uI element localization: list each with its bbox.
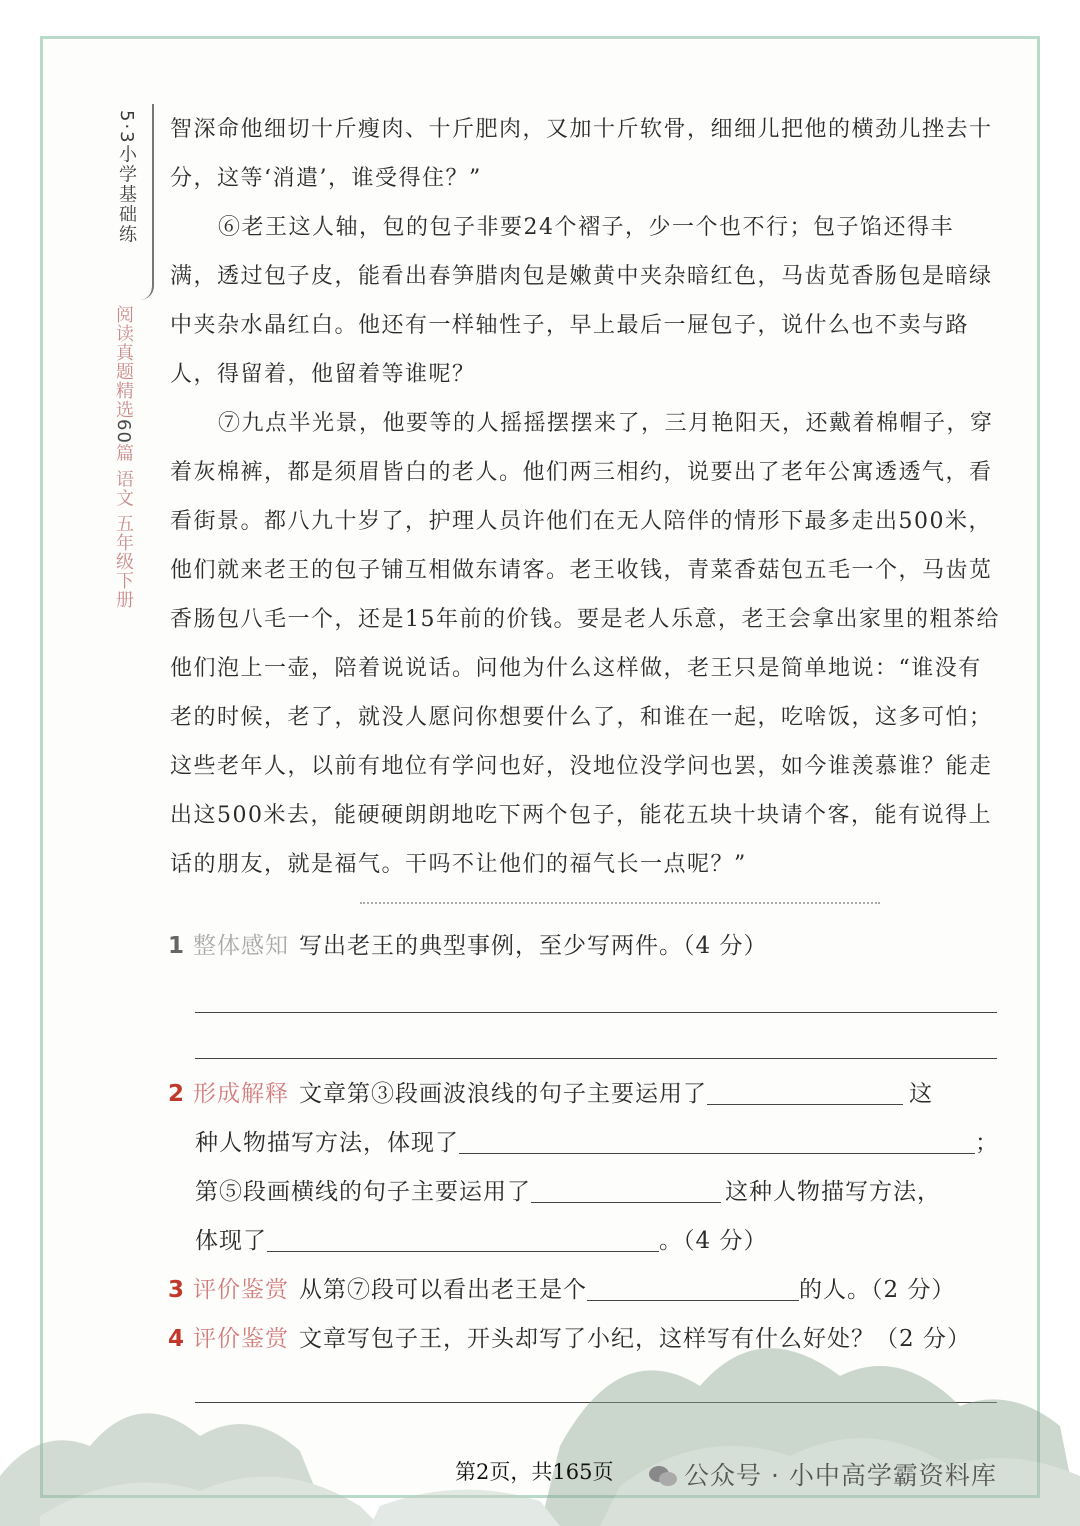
- paragraph-7: ⑦九点半光景，他要等的人摇摇摆摆来了，三月艳阳天，还戴着棉帽子，穿着灰棉裤，都是须眉皆白的老人。他们两三相约，说要出了老年公寓透透气，看看街景。都八九十岁了，护理人员许他们在无人陪伴的情形下最多走出500米，他们就来老王的包子铺互相做东请客。老王收钱，青菜香菇包五毛一个，马齿苋香肠包八毛一个，还是15年前的价钱。要是老人乐意，老王会拿出家里的粗茶给他们泡上一壶，陪着说说话。问他为什么这样做，老王只是简单地说：“谁没有老的时候，老了，就没人愿问你想要什么了，和谁在一起，吃啥饭，这多可怕；这些老年人，以前有地位有学问也好，没地位没学问也罢，如今谁羡慕谁？能走出这500米去，能硬硬朗朗地吃下两个包子，能花五块十块请个客，能有说得上话的朋友，就是福气。干吗不让他们的福气长一点呢？”: [170, 411, 1000, 877]
- question-2-line-2: 种人物描写方法，体现了 ；: [195, 1119, 999, 1168]
- sidebar-divider: [138, 104, 154, 300]
- question-3: 3 评价鉴赏 从第⑦段可以看出老王是个 的人。（2 分）: [168, 1266, 955, 1315]
- reading-passage: [170, 105, 1000, 889]
- paragraph-5-end: 智深命他细切十斤瘦肉、十斤肥肉，又加十斤软骨，细细儿把他的横劲儿挫去十分，这等‘消遣’，谁受得住？”: [170, 117, 993, 191]
- answer-blank[interactable]: [459, 1125, 975, 1154]
- answer-blank[interactable]: [267, 1223, 659, 1252]
- paragraph-6: ⑥老王这人轴，包的包子非要24个褶子，少一个也不行；包子馅还得丰满，透过包子皮，能看出春笋腊肉包是嫩黄中夹杂暗红色，马齿苋香肠包是暗绿中夹杂水晶红白。他还有一样轴性子，早上最后一屉包子，说什么也不卖与路人，得留着，他留着等谁呢？: [170, 215, 993, 387]
- question-4: 4 评价鉴赏 文章写包子王，开头却写了小纪，这样写有什么好处？（2 分）: [168, 1326, 971, 1352]
- question-2: 2 形成解释 文章第③段画波浪线的句子主要运用了 这: [168, 1070, 933, 1119]
- question-2-line-3: 第⑤段画横线的句子主要运用了 这种人物描写方法，: [195, 1168, 941, 1217]
- section-divider: [360, 902, 880, 904]
- question-2-line-4: 体现了 。（4 分）: [195, 1217, 767, 1266]
- book-title: 阅读真题精选60篇 语文 五年级下册: [113, 305, 134, 610]
- answer-blank[interactable]: [707, 1076, 903, 1105]
- answer-blank[interactable]: [531, 1174, 721, 1203]
- series-title: 5·3小学基础练: [116, 110, 137, 245]
- question-1: 1 整体感知 写出老王的典型事例，至少写两件。（4 分）: [168, 933, 768, 959]
- answer-line[interactable]: [195, 1058, 997, 1059]
- page-number: 第2页，共165页: [455, 1460, 614, 1484]
- wechat-icon: [648, 1464, 678, 1488]
- watermark: 公众号 · 小中高学霸资料库: [648, 1456, 997, 1492]
- answer-line[interactable]: [195, 1012, 997, 1013]
